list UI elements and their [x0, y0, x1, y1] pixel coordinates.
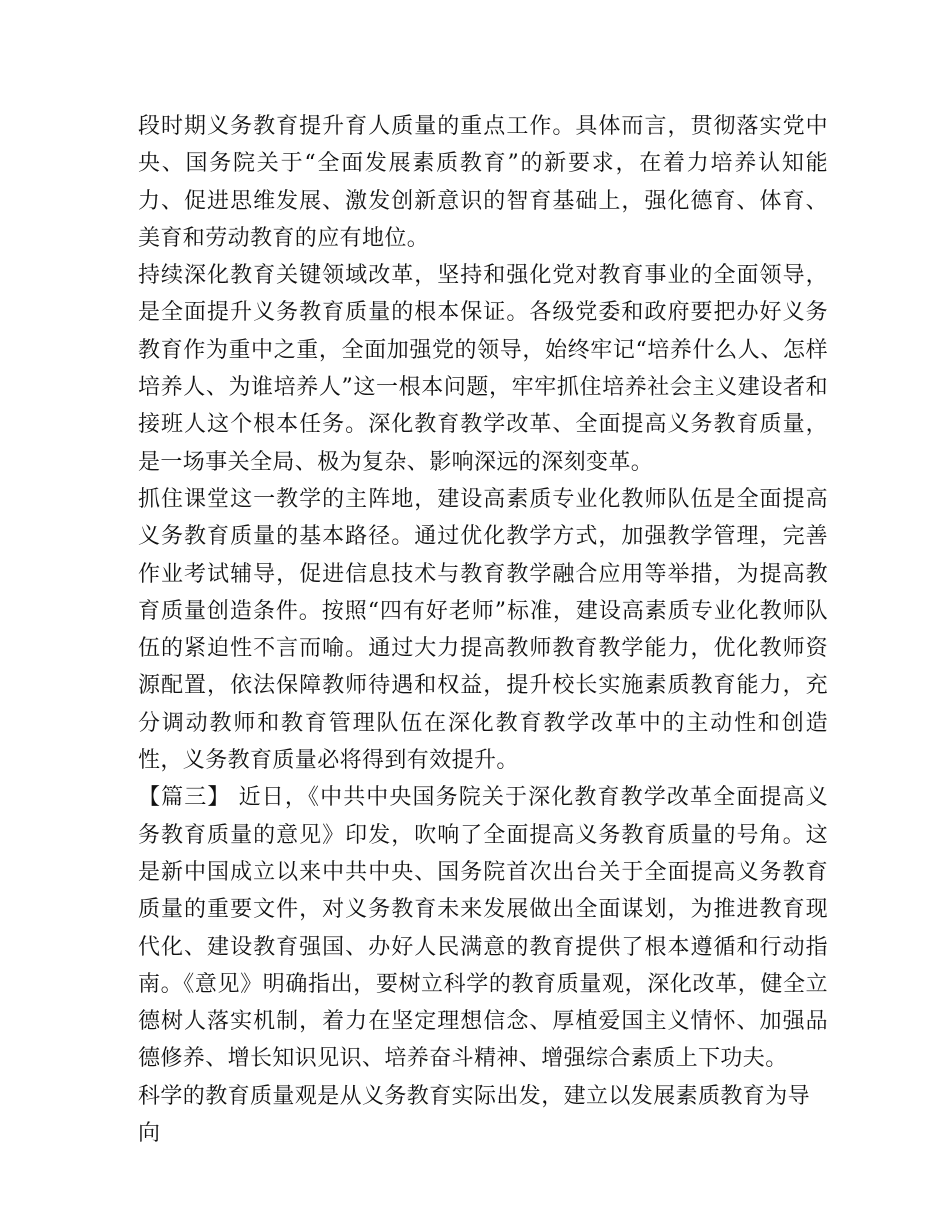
paragraph-2: 持续深化教育关键领域改革，坚持和强化党对教育事业的全面领导，是全面提升义务教育质量的根本保证。各级党委和政府要把办好义务教育作为重中之重，全面加强党的领导，始终牢记“培养什么人、怎样培养人、为谁培养人”这一根本问题，牢牢抓住培养社会主义建设者和接班人这个根本任务。深化教育教学改革、全面提高义务教育质量，是一场事关全局、极为复杂、影响深远的深刻变革。: [138, 263, 828, 475]
paragraph-3: 抓住课堂这一教学的主阵地，建设高素质专业化教师队伍是全面提高义务教育质量的基本路径。通过优化教学方式，加强教学管理，完善作业考试辅导，促进信息技术与教育教学融合应用等举措，为提高教育质量创造条件。按照“四有好老师”标准，建设高素质专业化教师队伍的紧迫性不言而喻。通过大力提高教师教育教学能力，优化教师资源配置，依法保障教师待遇和权益，提升校长实施素质教育能力，充分调动教师和教育管理队伍在深化教育教学改革中的主动性和创造性，义务教育质量必将得到有效提升。: [138, 486, 828, 774]
paragraph-5: 科学的教育质量观是从义务教育实际出发，建立以发展素质教育为导向: [138, 1083, 811, 1147]
paragraph-1: 段时期义务教育提升育人质量的重点工作。具体而言，贯彻落实党中央、国务院关于“全面发展素质教育”的新要求，在着力培养认知能力、促进思维发展、激发创新意识的智育基础上，强化德育、体育、美育和劳动教育的应有地位。: [138, 114, 828, 251]
paragraph-4: 【篇三】 近日，《中共中央国务院关于深化教育教学改革全面提高义务教育质量的意见》印发，吹响了全面提高义务教育质量的号角。这是新中国成立以来中共中央、国务院首次出台关于全面提高义务教育质量的重要文件，对义务教育未来发展做出全面谋划，为推进教育现代化、建设教育强国、办好人民满意的教育提供了根本遵循和行动指南。《意见》明确指出，要树立科学的教育质量观，深化改革，健全立德树人落实机制，着力在坚定理想信念、厚植爱国主义情怀、加强品德修养、增长知识见识、培养奋斗精神、增强综合素质上下功夫。: [138, 785, 828, 1072]
document-page: [138, 108, 828, 1152]
